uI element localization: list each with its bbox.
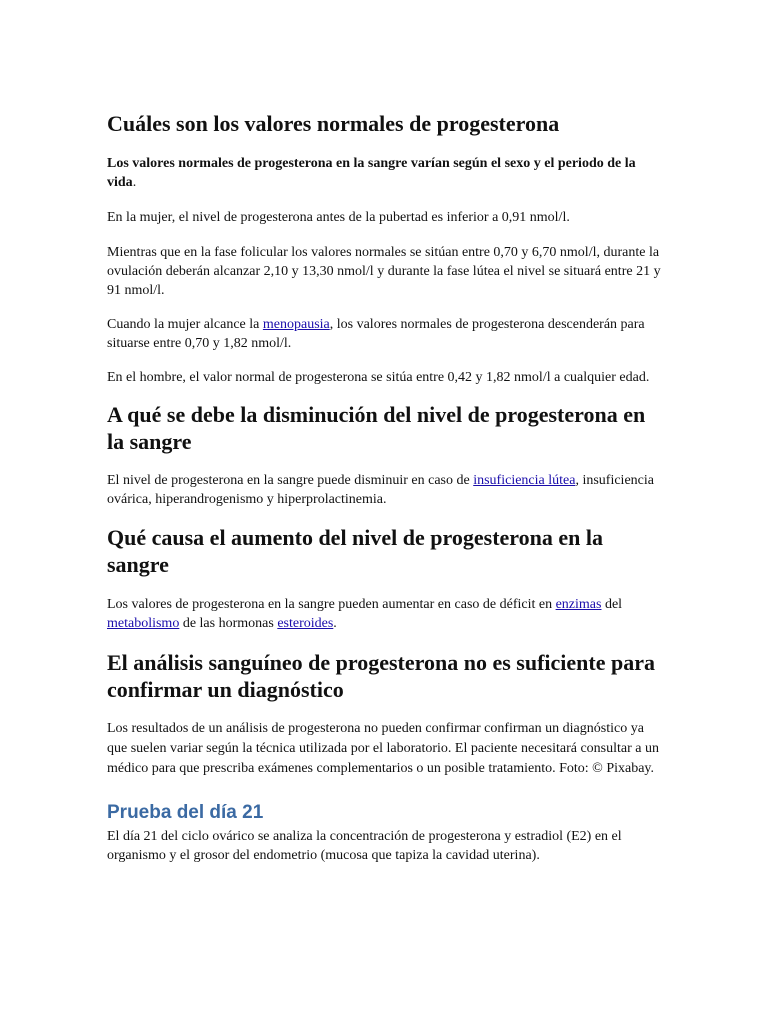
text-run: de las hormonas [179, 616, 278, 631]
article-body [107, 110, 667, 865]
paragraph-increase [107, 595, 667, 633]
link-metabolismo[interactable]: metabolismo [107, 616, 180, 631]
link-menopausia[interactable]: menopausia [262, 317, 330, 332]
text-run: El nivel de progesterona en la sangre puede disminuir en caso de [107, 473, 474, 488]
intro-paragraph [107, 154, 667, 192]
paragraph-cycle-phases: Mientras que en la fase folicular los valores normales se sitúan entre 0,70 y 6,70 nmol/l, durante la ovulación deberán alcanzar 2,10 y 13,30 nmol/l y durante la fase lútea el nivel se situará entre 21 y 91 nmol/l. [107, 245, 661, 298]
link-enzimas[interactable]: enzimas [555, 597, 602, 612]
paragraph-day-21: El día 21 del ciclo ovárico se analiza la concentración de progesterona y estradiol (E2) en el organismo y el grosor del endometrio (mucosa que tapiza la cavidad uterina). [107, 829, 622, 863]
section-heading-normal-values: Cuáles son los valores normales de progesterona [107, 111, 560, 136]
intro-bold-text: Los valores normales de progesterona en la sangre varían según el sexo y el periodo de la vida [107, 156, 636, 190]
paragraph-prepuberty: En la mujer, el nivel de progesterona antes de la pubertad es inferior a 0,91 nmol/l. [107, 210, 570, 225]
text-run: . [333, 616, 337, 631]
subheading-day-21: Prueba del día 21 [107, 802, 264, 823]
text-run: Cuando la mujer alcance la [107, 317, 263, 332]
paragraph-decrease [107, 471, 667, 509]
text-run: , los valores normales de progesterona descenderán para situarse entre 0,70 y 1,82 nmol/l. [107, 317, 645, 351]
link-esteroides[interactable]: esteroides [277, 616, 334, 631]
section-heading-analysis: El análisis sanguíneo de progesterona no es suficiente para confirmar un diagnóstico [107, 650, 656, 702]
paragraph-analysis: Los resultados de un análisis de progesterona no pueden confirmar confirman un diagnóstico ya que suelen variar según la técnica utilizada por el laboratorio. El paciente necesitará consultar a un médico para que prescriba exámenes complementarios o un posible tratamiento. Foto: © Pixabay. [107, 721, 659, 776]
text-run: Los valores de progesterona en la sangre pueden aumentar en caso de déficit en [107, 597, 556, 612]
text-run: , insuficiencia ovárica, hiperandrogenismo y hiperprolactinemia. [107, 473, 654, 507]
section-heading-increase: Qué causa el aumento del nivel de progesterona en la sangre [107, 525, 604, 577]
intro-end: . [132, 175, 137, 190]
link-insuficiencia-lutea[interactable]: insuficiencia lútea [473, 473, 576, 488]
paragraph-menopause [107, 315, 667, 353]
section-heading-decrease: A qué se debe la disminución del nivel de progesterona en la sangre [107, 402, 646, 454]
paragraph-men: En el hombre, el valor normal de progesterona se sitúa entre 0,42 y 1,82 nmol/l a cualquier edad. [107, 370, 650, 385]
text-run: del [601, 597, 623, 612]
